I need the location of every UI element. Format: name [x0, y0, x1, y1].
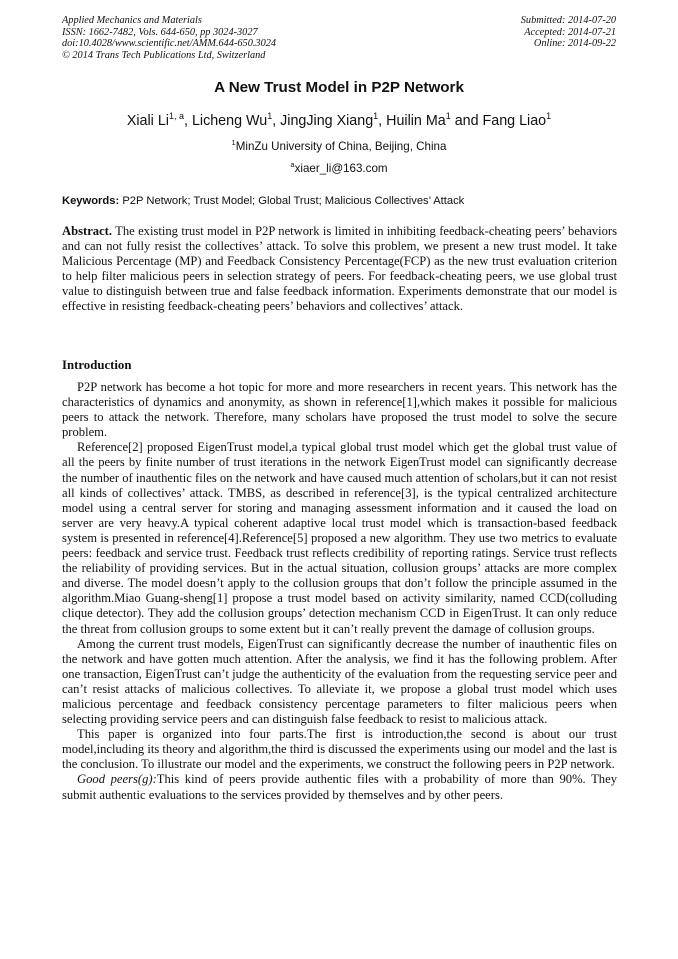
paper-title: A New Trust Model in P2P Network — [214, 79, 464, 96]
author-name: Licheng Wu — [191, 112, 268, 129]
intro-paragraph: Reference[2] proposed EigenTrust model,a typical global trust model which get the global trust value of all the peers by finite number of trust iterations in the network EigenTrust model can significantly decrease the number of inauthentic files on the network and have caused much attention of scholars,but it can not resist all kinds of collectives’ attack. TMBS, as described in reference[3], is the typical centralized architecture model using a central server for storing and managing assessment information and it caused the load on server are very heavy.A typical coherent adaptive local trust model which is transaction-based feedback system is presented in reference[4].Reference[5] proposed a new algorithm. They use two metrics to evaluate peers: feedback and service trust. Feedback trust reflects credibility of reporting ratings. Service trust reflects the reliability of providing services. But in the actual situation, collusion groups’ attacks are more complex and diverse. The model doesn’t apply to the collusion groups that don’t follow the principle assumed in the algorithm.Miao Guang-sheng[1] propose a trust model based on activity similarity, named CCD(colluding clique detector). They add the collusion groups’ detection mechanism CCD in EigenTrust. It can only reduce the threat from collusion groups to some extent but it can’t really prevent the damage of collusion groups. — [62, 440, 617, 636]
email-text: xiaer_li@163.com — [294, 161, 388, 175]
author-separator: , — [378, 112, 387, 129]
abstract-text: The existing trust model in P2P network is limited in inhibiting feedback-cheating peers’ behaviors and can not fully resist the collectives’ attack. To solve this problem, we present a new trust model. It take Malicious Percentage (MP) and Feedback Consistency Percentage(FCP) as the new trust evaluation criterion to help filter malicious peers in selection strategy of peers. For feedback-cheating peers, we use global trust value to distinguish between true and false feedback information. Experiments demonstrate that our model is effective in resisting feedback-cheating peers’ behaviors and collectives’ attack. — [62, 224, 617, 314]
author-name: Fang Liao — [482, 112, 547, 129]
author-name: Xiali Li — [126, 112, 169, 129]
good-peers-label: Good peers(g): — [77, 772, 157, 787]
introduction-body — [62, 380, 617, 803]
good-peers-paragraph — [62, 772, 617, 802]
author-separator: , — [183, 112, 192, 129]
keywords-text: P2P Network; Trust Model; Global Trust; Malicious Collectives’ Attack — [122, 195, 465, 207]
abstract-paragraph — [62, 224, 617, 315]
author-separator: and — [450, 112, 483, 129]
author-affil-mark: 1 — [373, 111, 379, 121]
online-date: Online: 2014-09-22 — [533, 38, 616, 50]
affiliation-mark: 1 — [231, 138, 236, 147]
copyright-line: © 2014 Trans Tech Publications Ltd, Switzerland — [62, 49, 266, 61]
journal-info — [62, 15, 276, 61]
author-affil-mark: 1 — [267, 111, 273, 121]
keywords-label: Keywords: — [62, 195, 120, 207]
issn-line: ISSN: 1662-7482, Vols. 644-650, pp 3024-3027 — [62, 26, 258, 38]
keywords — [62, 195, 617, 207]
author-list — [0, 111, 678, 129]
author-affil-mark: 1 — [546, 111, 552, 121]
intro-paragraph: Among the current trust models, EigenTrust can significantly decrease the number of inauthentic files on the network and have gotten much attention. After the analysis, we find it has the following problem. After one transaction, EigenTrust can’t judge the authenticity of the evaluation from the requesting service peer and can’t resist attacks of malicious collectives. To alleviate it, we propose a global trust model which uses malicious percentage and feedback consistency percentage parameters to filter malicious peers when selecting providing service peers and can distinguish false feedback to resist to malicious attack. — [62, 636, 617, 727]
intro-paragraph: This paper is organized into four parts.The first is introduction,the second is about our trust model,including its theory and algorithm,the third is discussed the experiments using our model and the last is the conclusion. To illustrate our model and the experiments, we construct the following peers in P2P network. — [62, 727, 617, 772]
author-affil-mark: 1 — [445, 111, 451, 121]
contact-email — [0, 160, 678, 175]
abstract-label: Abstract. — [62, 224, 113, 238]
abstract — [62, 224, 617, 315]
author-name: JingJing Xiang — [280, 112, 374, 129]
accepted-date: Accepted: 2014-07-21 — [524, 26, 616, 38]
doi-line: doi:10.4028/www.scientific.net/AMM.644-650.3024 — [62, 38, 277, 50]
author-affil-mark: 1, a — [168, 111, 184, 121]
intro-paragraph: P2P network has become a hot topic for more and more researchers in recent years. This network has the characteristics of dynamics and anonymity, as shown in reference[1],which makes it possible for malicious peers to attack the network. Therefore, many scholars have proposed the trust model to solve the secure problem. — [62, 380, 617, 440]
author-separator: , — [272, 112, 281, 129]
email-mark: a — [290, 160, 295, 169]
submission-dates — [521, 15, 616, 50]
affiliation — [0, 138, 678, 153]
good-peers-text: This kind of peers provide authentic files with a probability of more than 90%. They submit authentic evaluations to the services provided by themselves and by other peers. — [62, 772, 617, 802]
journal-name: Applied Mechanics and Materials — [62, 15, 202, 26]
introduction-heading: Introduction — [62, 358, 132, 372]
submitted-date: Submitted: 2014-07-20 — [520, 15, 616, 26]
affiliation-text: MinZu University of China, Beijing, China — [235, 139, 447, 153]
author-name: Huilin Ma — [386, 112, 446, 129]
